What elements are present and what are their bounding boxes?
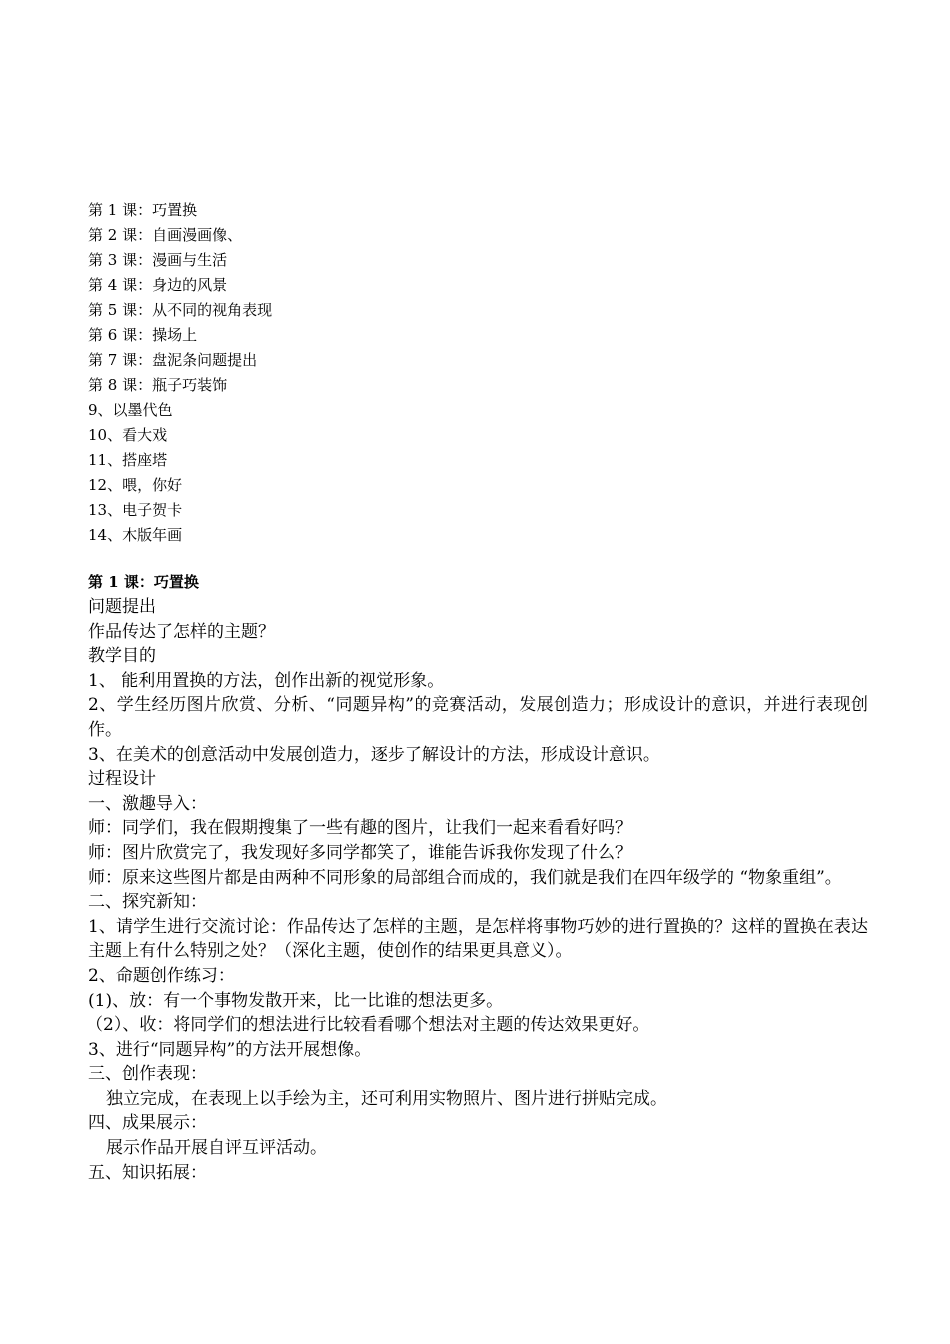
- lesson-body: [88, 595, 868, 1185]
- lesson-list-item: 第 4 课：身边的风景: [88, 276, 228, 294]
- lesson-list-item: 第 5 课：从不同的视角表现: [88, 301, 273, 319]
- paragraph: 1、 能利用置换的方法，创作出新的视觉形象。: [88, 670, 445, 691]
- paragraph: 展示作品开展自评互评活动。: [106, 1138, 327, 1159]
- section-heading: 一、激趣导入：: [88, 793, 207, 814]
- lesson-list-item: 第 1 课：巧置换: [88, 201, 198, 219]
- paragraph: 作品传达了怎样的主题？: [88, 621, 275, 642]
- lesson-list-item: 12、喂，你好: [88, 476, 183, 494]
- section-heading: 过程设计: [88, 769, 156, 790]
- paragraph: 3、进行“同题异构”的方法开展想像。: [88, 1039, 372, 1060]
- lesson-list-item: 13、电子贺卡: [88, 501, 183, 519]
- paragraph: 独立完成，在表现上以手绘为主，还可利用实物照片、图片进行拼贴完成。: [106, 1088, 667, 1109]
- section-heading: 教学目的: [88, 646, 156, 667]
- document-page: [88, 198, 868, 1185]
- lesson-list-item: 第 8 课：瓶子巧装饰: [88, 376, 228, 394]
- lesson-list-item: 10、看大戏: [88, 426, 168, 444]
- lesson-list-item: 14、木版年画: [88, 526, 183, 544]
- paragraph: 2、学生经历图片欣赏、分析、“同题异构”的竞赛活动，发展创造力；形成设计的意识，并进行表现创作。: [88, 695, 868, 740]
- section-heading: 问题提出: [88, 597, 156, 617]
- paragraph: 师：同学们，我在假期搜集了一些有趣的图片，让我们一起来看看好吗？: [88, 818, 632, 839]
- lesson-list-item: 11、搭座塔: [88, 451, 168, 469]
- lesson-list-item: 第 3 课：漫画与生活: [88, 251, 228, 269]
- lesson-title: 第 1 课：巧置换: [88, 573, 199, 591]
- lesson-list: [88, 198, 868, 548]
- paragraph: 师：图片欣赏完了，我发现好多同学都笑了，谁能告诉我你发现了什么？: [88, 842, 632, 863]
- lesson-list-item: 9、以墨代色: [88, 401, 173, 419]
- paragraph: 1、请学生进行交流讨论：作品传达了怎样的主题，是怎样将事物巧妙的进行置换的？这样的置换在表达主题上有什么特别之处？（深化主题，使创作的结果更具意义）。: [88, 916, 868, 962]
- paragraph: 师：原来这些图片都是由两种不同形象的局部组合而成的，我们就是我们在四年级学的 “物象重组”。: [88, 867, 842, 888]
- paragraph: （2）、收：将同学们的想法进行比较看看哪个想法对主题的传达效果更好。: [86, 1015, 650, 1036]
- section-heading: 二、探究新知：: [88, 892, 207, 913]
- lesson-list-item: 第 2 课：自画漫画像、: [88, 226, 243, 244]
- section-heading: 四、成果展示：: [88, 1113, 207, 1134]
- lesson-list-item: 第 6 课：操场上: [88, 326, 198, 344]
- paragraph: 2、命题创作练习：: [88, 965, 235, 986]
- section-heading: 五、知识拓展：: [88, 1162, 207, 1183]
- paragraph: (1)、放：有一个事物发散开来，比一比谁的想法更多。: [88, 990, 504, 1011]
- lesson-list-item: 第 7 课：盘泥条问题提出: [88, 351, 258, 369]
- section-heading: 三、创作表现：: [88, 1064, 207, 1085]
- paragraph: 3、在美术的创意活动中发展创造力，逐步了解设计的方法，形成设计意识。: [88, 744, 660, 765]
